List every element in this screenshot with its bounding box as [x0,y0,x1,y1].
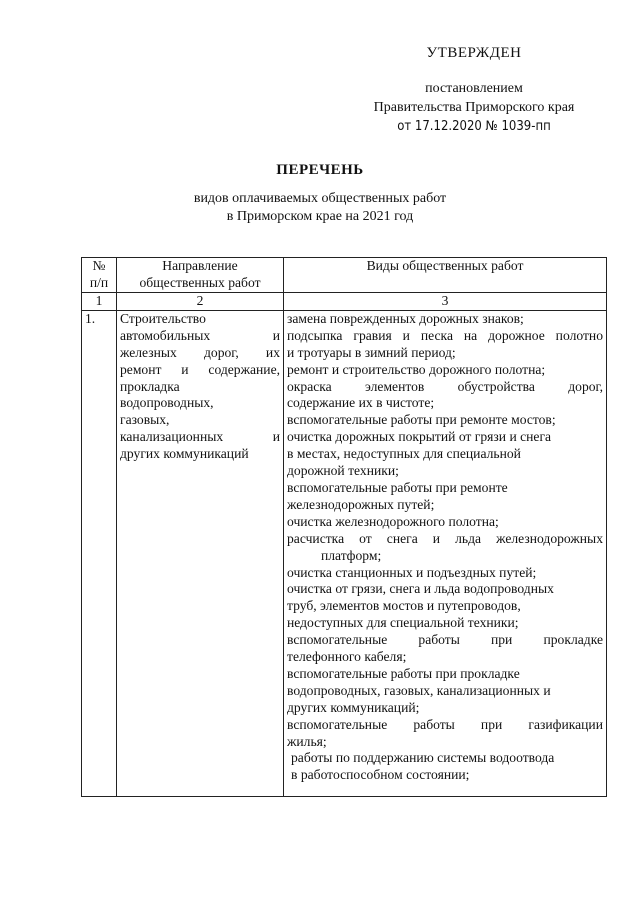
work-line: очистка от грязи, снега и льда водопроводных [287,581,554,597]
direction-line: Строительство [120,310,206,326]
work-line: вспомогательные работы при ремонте мостов; [287,412,556,428]
row-number: 1. [82,310,117,796]
work-line: других коммуникаций; [287,699,420,715]
column-number-3: 3 [284,293,607,311]
work-line: очистка железнодорожного полотна; [287,513,499,529]
work-line: труб, элементов мостов и путепроводов, [287,598,521,614]
work-line: железнодорожных путей; [287,496,435,512]
header-number-line-1: № [92,258,106,273]
work-types-cell [284,310,607,796]
column-number-1: 1 [82,293,117,311]
subtitle-line-2: в Приморском крае на 2021 год [226,209,414,224]
header-types: Виды общественных работ [284,258,607,293]
direction-line: автомобильных и [120,327,280,343]
header-number [82,258,117,293]
work-line: замена поврежденных дорожных знаков; [287,310,524,326]
work-line: дорожной техники; [287,463,399,479]
header-row [82,258,607,293]
work-line: подсыпка гравия и песка на дорожное полотно [287,327,603,343]
work-line: очистка дорожных покрытий от грязи и снега [287,429,552,445]
column-number-2: 2 [117,293,284,311]
works-table [81,257,607,797]
direction-line: прокладка [120,378,180,394]
direction-line: других коммуникаций [120,446,249,462]
work-line: вспомогательные работы при прокладке [287,665,520,681]
work-line: водопроводных, газовых, канализационных и [287,682,551,698]
document-title: ПЕРЕЧЕНЬ [276,162,364,178]
header-direction [117,258,284,293]
header-direction-line-2: общественных работ [139,274,261,290]
work-line: окраска элементов обустройства дорог, [287,378,603,394]
column-number-row [82,293,607,311]
document-subtitle [0,190,640,226]
approval-line-2: Правительства Приморского края [373,100,575,115]
approval-block [344,44,604,136]
work-line: очистка станционных и подъездных путей; [287,564,537,580]
work-line: вспомогательные работы при ремонте [287,479,508,495]
work-line: в местах, недоступных для специальной [287,446,521,462]
work-line: в работоспособном состоянии; [291,767,470,783]
direction-line: железных дорог, их [120,344,280,360]
approval-line-3: от 17.12.2020 № 1039-пп [397,119,551,134]
work-line: и тротуары в зимний период; [287,344,456,360]
header-number-line-2: п/п [89,274,109,290]
approval-heading: УТВЕРЖДЕН [426,45,522,61]
approval-line-1: постановлением [425,81,523,96]
work-line: платформ; [321,547,382,563]
work-line: работы по поддержанию системы водоотвода [291,750,555,766]
table-row [82,310,607,796]
work-line: телефонного кабеля; [287,649,407,665]
direction-cell [117,310,284,796]
work-line: расчистка от снега и льда железнодорожных [287,530,603,546]
subtitle-line-1: видов оплачиваемых общественных работ [193,191,447,206]
direction-line: газовых, [120,412,170,428]
direction-line: ремонт и содержание, [120,361,280,377]
direction-line: канализационных и [120,429,280,445]
work-line: жилья; [287,733,327,749]
direction-line: водопроводных, [120,395,214,411]
work-line: ремонт и строительство дорожного полотна; [287,361,546,377]
work-line: содержание их в чистоте; [287,395,435,411]
work-line: недоступных для специальной техники; [287,615,519,631]
work-line: вспомогательные работы при прокладке [287,632,603,648]
header-direction-line-1: Направление [162,258,238,273]
work-line: вспомогательные работы при газификации [287,716,603,732]
